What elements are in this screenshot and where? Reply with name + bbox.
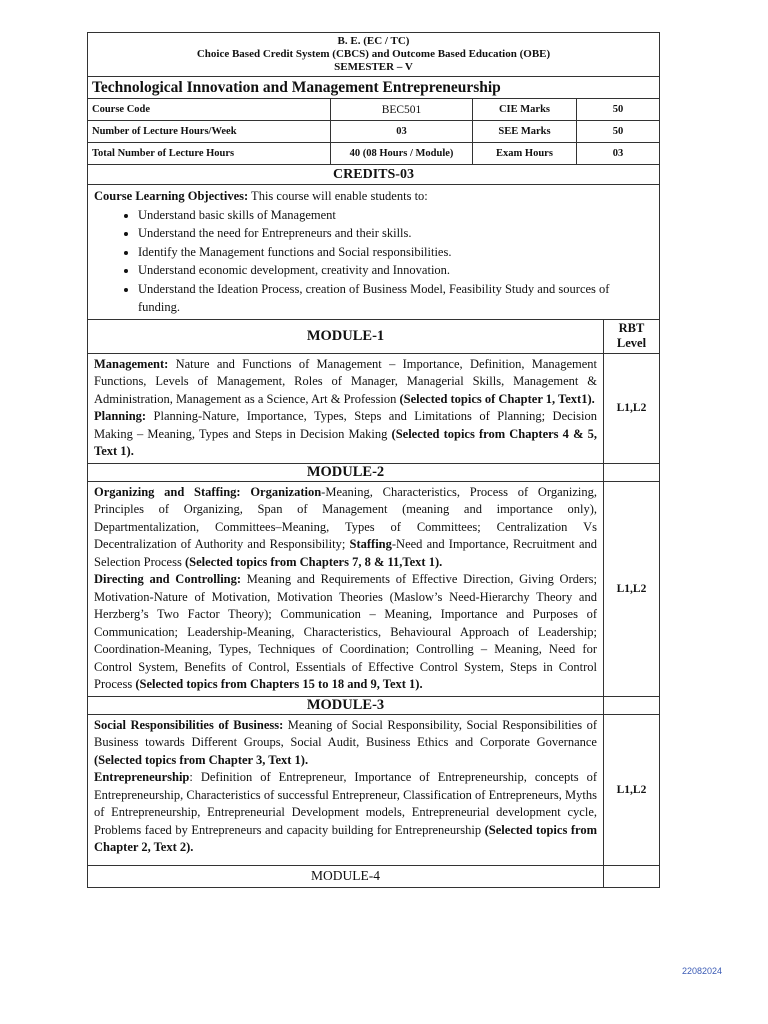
total-hours-value: 40 (08 Hours / Module) bbox=[331, 143, 473, 165]
topic-text: Nature and Functions of Management – Importance, Definition, Management Functions, Levels of Management, Roles of Manager, Managerial Skills, Management & Administration, Management as a Science, Art & Profession bbox=[94, 356, 597, 406]
program-header bbox=[88, 33, 660, 77]
reference-note: (Selected topics from Chapters 7, 8 & 11,Text 1). bbox=[184, 554, 443, 569]
module-1-content bbox=[88, 353, 604, 463]
module-3-content bbox=[88, 714, 604, 865]
exam-hours-label: Exam Hours bbox=[473, 143, 577, 165]
rbt-empty-cell bbox=[604, 696, 660, 714]
syllabus-page bbox=[87, 32, 659, 888]
topic-text: Meaning and Requirements of Effective Direction, Giving Orders; Motivation-Nature of Motivation, Motivation Theories (Maslow’s Need-Hierarchy Theory and Herzberg’s Two Factor Theory); Communication – Meaning, Importance and Purposes of Communication; Leadership-Meaning, Characteristics, Behavioural Approach of Leadership; Coordination-Meaning, Types, Techniques of Coordination; Controlling – Meaning, Need for Control System, Benefits of Control, Essentials of Effective Control System, Steps in Control Process bbox=[94, 572, 597, 691]
objective-item: • Understand economic development, creativity and Innovation. bbox=[138, 261, 653, 280]
syllabus-table bbox=[87, 32, 660, 888]
objectives-lead: Course Learning Objectives: bbox=[94, 189, 249, 203]
hours-week-value: 03 bbox=[331, 121, 473, 143]
rbt-empty-cell bbox=[604, 865, 660, 887]
see-marks-label: SEE Marks bbox=[473, 121, 577, 143]
module-1-heading: MODULE-1 bbox=[88, 319, 604, 353]
rbt-empty-cell bbox=[604, 463, 660, 481]
topic-heading: Staffing bbox=[349, 537, 392, 551]
reference-note: (Selected topics from Chapter 3, Text 1). bbox=[94, 752, 309, 767]
module-2-content bbox=[88, 481, 604, 696]
cie-marks-label: CIE Marks bbox=[473, 99, 577, 121]
topic-heading: Directing and Controlling: bbox=[94, 572, 242, 586]
module-3-heading: MODULE-3 bbox=[88, 696, 604, 714]
topic-text: Planning-Nature, Importance, Types, Steps and Limitations of Planning; Decision Making – Meaning, Types and Steps in Decision Making bbox=[94, 409, 597, 441]
reference-note: (Selected topics from Chapter 2, Text 2). bbox=[94, 822, 597, 854]
semester-label: SEMESTER – V bbox=[334, 61, 413, 73]
course-code-value: BEC501 bbox=[331, 99, 473, 121]
course-objectives bbox=[88, 185, 660, 320]
see-marks-value: 50 bbox=[577, 121, 660, 143]
topic-heading: Organizing and Staffing: Organization bbox=[94, 484, 322, 499]
topic-heading: Social Responsibilities of Business: bbox=[94, 717, 284, 732]
cie-marks-value: 50 bbox=[577, 99, 660, 121]
reference-note: (Selected topics from Chapters 15 to 18 and 9, Text 1). bbox=[135, 677, 423, 691]
objectives-lead-text: This course will enable students to: bbox=[248, 189, 428, 203]
objectives-list bbox=[94, 206, 653, 317]
topic-text: -Need and Importance, Recruitment and Selection Process bbox=[94, 537, 597, 569]
topic-text: -Meaning, Characteristics, Process of Organizing, Principles of Organizing, Span of Management (meaning and importance only), Departmentalization, Committees–Meaning, Types of Committees; Centralization Vs Decentralization of Authority and Responsibility; bbox=[94, 484, 597, 551]
course-title: Technological Innovation and Management Entrepreneurship bbox=[88, 77, 660, 99]
scheme-name: Choice Based Credit System (CBCS) and Outcome Based Education (OBE) bbox=[196, 48, 551, 60]
module-1-level: L1,L2 bbox=[604, 353, 660, 463]
topic-text: Meaning of Social Responsibility, Social Responsibilities of Business towards Different Groups, Social Audit, Business Ethics and Corporate Governance bbox=[94, 717, 597, 749]
objective-item: • Identify the Management functions and Social responsibilities. bbox=[138, 243, 653, 262]
objective-item: • Understand the Ideation Process, creation of Business Model, Feasibility Study and sources of funding. bbox=[138, 280, 653, 317]
reference-note: (Selected topics from Chapters 4 & 5, Text 1). bbox=[94, 426, 597, 458]
reference-note: (Selected topics of Chapter 1, Text1). bbox=[399, 391, 595, 406]
topic-text: : Definition of Entrepreneur, Importance of Entrepreneurship, concepts of Entrepreneurship, Characteristics of successful Entrepreneur, Classification of Entrepreneurs, Myths of Entrepreneurship, Entrepreneurial Development models, Entrepreneurial development cycle, Problems faced by Entrepreneurs and capacity building for Entrepreneurship bbox=[94, 770, 597, 837]
module-4-heading: MODULE-4 bbox=[88, 865, 604, 887]
objective-item: • Understand basic skills of Management bbox=[138, 206, 653, 225]
program-name: B. E. (EC / TC) bbox=[337, 35, 410, 47]
hours-week-label: Number of Lecture Hours/Week bbox=[88, 121, 331, 143]
footer-code: 22082024 bbox=[682, 966, 723, 976]
topic-heading: Planning: bbox=[94, 409, 147, 423]
credits-heading: CREDITS-03 bbox=[88, 165, 660, 185]
course-code-label: Course Code bbox=[88, 99, 331, 121]
topic-heading: Entrepreneurship bbox=[94, 770, 190, 784]
module-3-level: L1,L2 bbox=[604, 714, 660, 865]
module-2-heading: MODULE-2 bbox=[88, 463, 604, 481]
module-2-level: L1,L2 bbox=[604, 481, 660, 696]
exam-hours-value: 03 bbox=[577, 143, 660, 165]
objective-item: • Understand the need for Entrepreneurs and their skills. bbox=[138, 224, 653, 243]
topic-heading: Management: bbox=[94, 356, 169, 371]
rbt-level-heading: RBT Level bbox=[604, 319, 660, 353]
total-hours-label: Total Number of Lecture Hours bbox=[88, 143, 331, 165]
